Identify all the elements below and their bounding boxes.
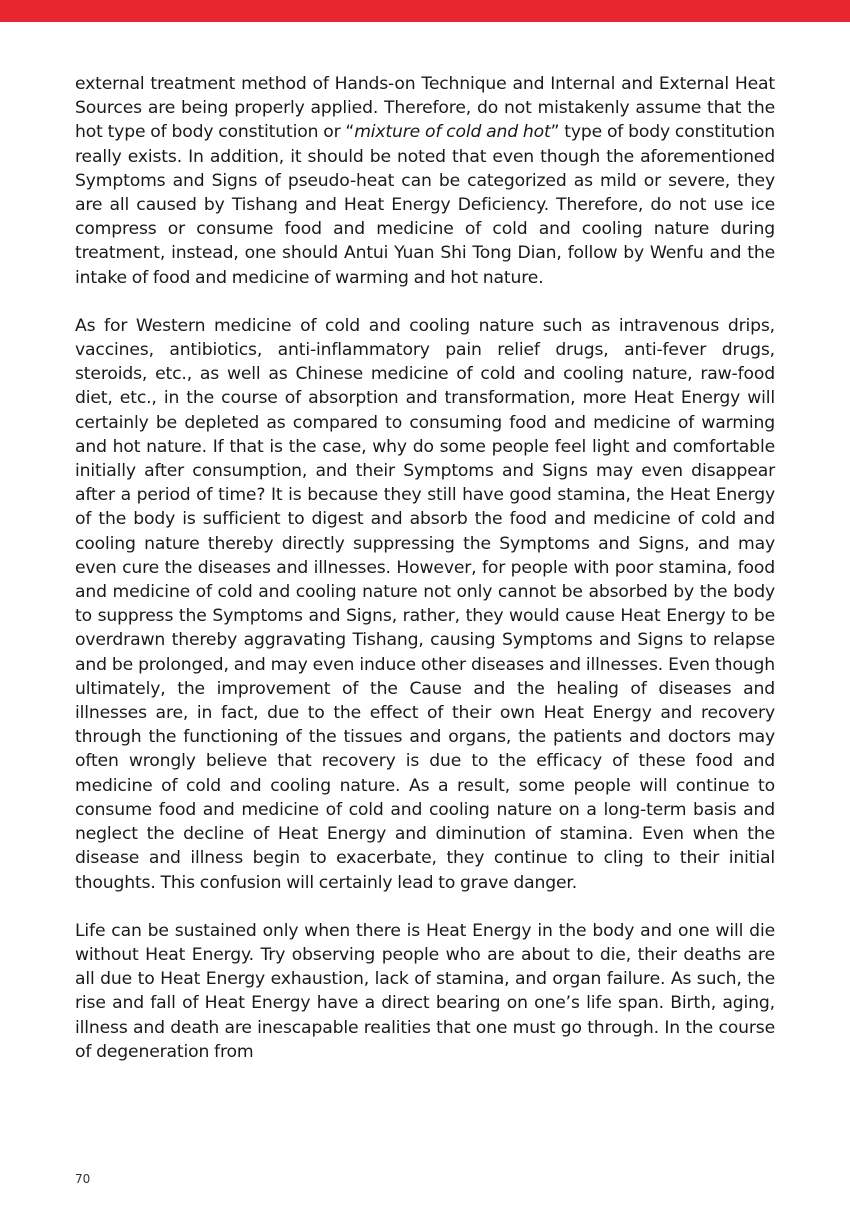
paragraph-3: Life can be sustained only when there is Heat Energy in the body and one will die without Heat Energy. Try observing people who are about to die, their deaths are all due to Heat Energy exhaustion, lack of stamina, and organ failure. As such, the rise and fall of Heat Energy have a direct bearing on one’s life span. Birth, aging, illness and death are inescapable realities that one must go through. In the course of degeneration from xyxy=(75,920,775,1062)
paragraph-1-text-start: external treatment method of Hands-on Technique and Internal and External Heat Sources are being properly applied. Therefore, do not mistakenly assume that the hot type of body constitution or “ xyxy=(75,74,775,143)
paragraph-1 xyxy=(75,72,775,290)
page-body xyxy=(75,72,775,1088)
paragraph-2: As for Western medicine of cold and cooling nature such as intravenous drips, vaccines, antibiotics, anti-inflammatory pain relief drugs, anti-fever drugs, steroids, etc., as well as Chinese medicine of cold and cooling nature, raw-food diet, etc., in the course of absorption and transformation, more Heat Energy will certainly be depleted as compared to consuming food and medicine of warming and hot nature. If that is the case, why do some people feel light and comfortable initially after consumption, and their Symptoms and Signs may even disappear after a period of time? It is because they still have good stamina, the Heat Energy of the body is sufficient to digest and absorb the food and medicine of cold and cooling nature thereby directly suppressing the Symptoms and Signs, and may even cure the diseases and illnesses. However, for people with poor stamina, food and medicine of cold and cooling nature not only cannot be absorbed by the body to suppress the Symptoms and Signs, rather, they would cause Heat Energy to be overdrawn thereby aggravating Tishang, causing Symptoms and Signs to relapse and be prolonged, and may even induce other diseases and illnesses. Even though ultimately, the improvement of the Cause and the healing of diseases and illnesses are, in fact, due to the effect of their own Heat Energy and recovery through the functioning of the tissues and organs, the patients and doctors may often wrongly believe that recovery is due to the efficacy of these food and medicine of cold and cooling nature. As a result, some people will continue to consume food and medicine of cold and cooling nature on a long-term basis and neglect the decline of Heat Energy and diminution of stamina. Even when the disease and illness begin to exacerbate, they continue to cling to their initial thoughts. This confusion will certainly lead to grave danger. xyxy=(75,315,775,893)
page-number: 70 xyxy=(75,1172,91,1186)
paragraph-1-italic-phrase: mixture of cold and hot xyxy=(354,122,551,143)
top-accent-bar xyxy=(0,0,850,22)
paragraph-1-text-end: ” type of body constitution really exists. In addition, it should be noted that even though the aforementioned Symptoms and Signs of pseudo-heat can be categorized as mild or severe, they are all caused by Tishang and Heat Energy Deficiency. Therefore, do not use ice compress or consume food and medicine of cold and cooling nature during treatment, instead, one should Antui Yuan Shi Tong Dian, follow by Wenfu and the intake of food and medicine of warming and hot nature. xyxy=(75,122,775,288)
